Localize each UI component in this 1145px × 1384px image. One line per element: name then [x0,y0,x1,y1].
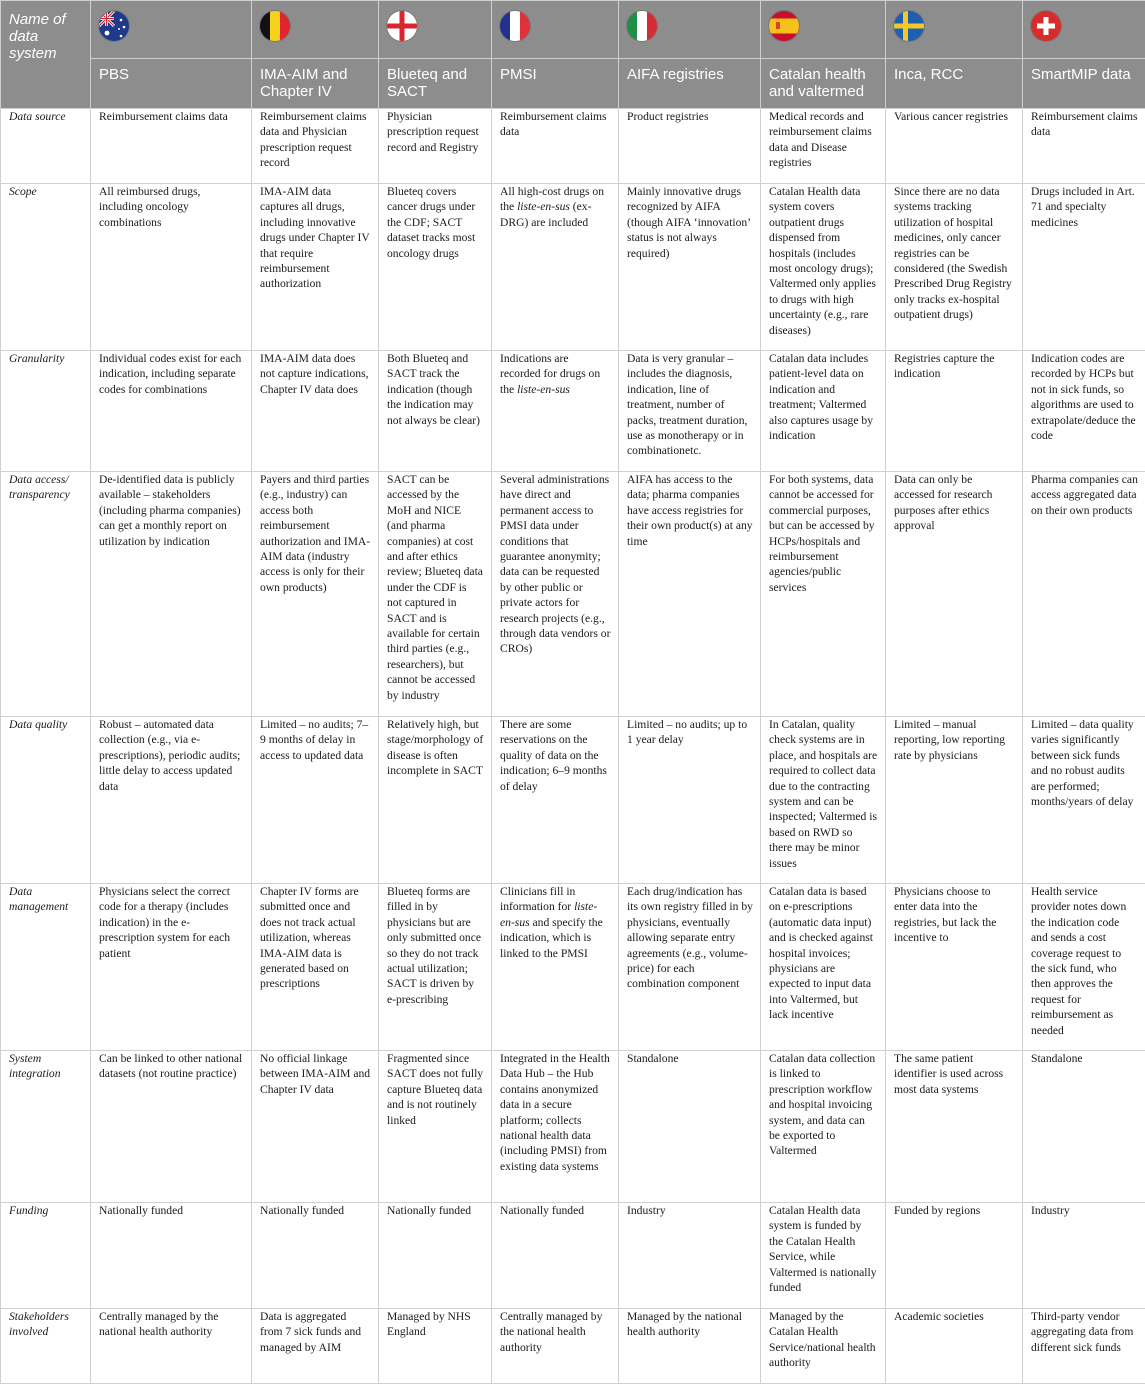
table-cell: Reimbursement claims data and Physician prescription request record [252,109,379,184]
table-cell: Nationally funded [252,1203,379,1309]
table-cell: Managed by the Catalan Health Service/national health authority [761,1309,886,1384]
table-cell: Integrated in the Health Data Hub – the Hub contains anonymized data in a secure platform; collects national health data (including PMSI) from existing data systems [492,1051,619,1203]
row-label: Data source [1,109,91,184]
column-header: PMSI [492,59,619,109]
flag-cell [619,1,761,59]
table-cell: Several administrations have direct and permanent access to PMSI data under conditions that guarantee anonymity; data can be requested by other public or private actors for research projects (e.g., through data vendors or CROs) [492,472,619,717]
column-header: Inca, RCC [886,59,1023,109]
table-cell: Catalan data is based on e-prescriptions (automatic data input) and is checked against hospital invoices; physicians are expected to input data into Valtermed, but lack incentive [761,884,886,1051]
table-row [1,1051,1145,1203]
table-cell: Product registries [619,109,761,184]
liste-en-sus-term: liste-en-sus [517,383,570,396]
cell-text: and specify the indication, which is linked to the PMSI [500,916,603,960]
belgium-flag-icon [260,11,290,41]
table-cell: Funded by regions [886,1203,1023,1309]
switzerland-flag-icon [1031,11,1061,41]
table-cell: Pharma companies can access aggregated data on their own products [1023,472,1145,717]
table-row [1,884,1145,1051]
table-cell: Registries capture the indication [886,351,1023,472]
table-cell: Indication codes are recorded by HCPs but not in sick funds, so algorithms are used to extrapolate/deduce the code [1023,351,1145,472]
table-cell: Industry [619,1203,761,1309]
table-cell: For both systems, data cannot be accessed for commercial purposes, but can be accessed by HCPs/hospitals and reimbursement agencies/public services [761,472,886,717]
table-cell: Drugs included in Art. 71 and specialty medicines [1023,184,1145,351]
table-cell [492,884,619,1051]
table-cell: IMA-AIM data captures all drugs, including innovative drugs under Chapter IV that require reimbursement authorization [252,184,379,351]
flag-cell [252,1,379,59]
row-label: Data quality [1,717,91,884]
cell-text: Clinicians fill in information for [500,885,575,913]
table-cell: Limited – manual reporting, low reporting rate by physicians [886,717,1023,884]
table-cell: Since there are no data systems tracking utilization of hospital medicines, only cancer registries can be considered (the Swedish Prescribed Drug Registry only tracks ex-hospital outpatient drugs) [886,184,1023,351]
table-row [1,184,1145,351]
table-cell: Limited – data quality varies significantly between sick funds and no robust audits are performed; months/years of delay [1023,717,1145,884]
table-cell: Data is aggregated from 7 sick funds and managed by AIM [252,1309,379,1384]
table-cell: Centrally managed by the national health authority [91,1309,252,1384]
table-cell: Blueteq covers cancer drugs under the CDF; SACT dataset tracks most oncology drugs [379,184,492,351]
corner-label: Name of data system [1,1,91,109]
row-label: System integration [1,1051,91,1203]
table-row [1,472,1145,717]
france-flag-icon [500,11,530,41]
table-cell: Various cancer registries [886,109,1023,184]
flag-cell [492,1,619,59]
table-cell: In Catalan, quality check systems are in place, and hospitals are required to collect data due to the contracting system and can be inspected; Valtermed is based on RWD so there may be minor issues [761,717,886,884]
table-cell: No official linkage between IMA-AIM and Chapter IV data [252,1051,379,1203]
table-cell: Standalone [1023,1051,1145,1203]
table-row [1,1309,1145,1384]
england-flag-icon [387,11,417,41]
table-cell: Nationally funded [379,1203,492,1309]
table-cell: Chapter IV forms are submitted once and does not track actual utilization, whereas IMA-AIM data is generated based on prescriptions [252,884,379,1051]
table-cell: Catalan data collection is linked to prescription workflow and hospital invoicing system, and data can be exported to Valtermed [761,1051,886,1203]
row-label: Stakeholders involved [1,1309,91,1384]
table-cell: Industry [1023,1203,1145,1309]
spain-flag-icon [769,11,799,41]
italy-flag-icon [627,11,657,41]
table-cell: Each drug/indication has its own registry filled in by physicians, eventually allowing separate entry agreements (e.g., volume-price) for each combination component [619,884,761,1051]
table-cell: Health service provider notes down the indication code and sends a cost coverage request to the sick fund, who then approves the request for reimbursement as needed [1023,884,1145,1051]
table-cell: Nationally funded [492,1203,619,1309]
table-cell: Physicians select the correct code for a therapy (includes indication) in the e-prescription system for each patient [91,884,252,1051]
table-cell: Both Blueteq and SACT track the indication (though the indication may not always be clear) [379,351,492,472]
header-name-row [1,59,1145,109]
cell-text: All high-cost drugs on the [500,185,604,213]
row-label: Granularity [1,351,91,472]
table-cell: Limited – no audits; up to 1 year delay [619,717,761,884]
table-cell: Reimbursement claims data [492,109,619,184]
table-cell: Reimbursement claims data [1023,109,1145,184]
table-row [1,109,1145,184]
flag-cell [91,1,252,59]
table-cell: SACT can be accessed by the MoH and NICE (and pharma companies) at cost and after ethics review; Blueteq data under the CDF is not captured in SACT and is available for certain third parties (e.g., researchers), but cannot be accessed by industry [379,472,492,717]
column-header: Blueteq and SACT [379,59,492,109]
table-cell: Academic societies [886,1309,1023,1384]
table-cell [492,351,619,472]
table-cell: Third-party vendor aggregating data from different sick funds [1023,1309,1145,1384]
table-cell: Medical records and reimbursement claims data and Disease registries [761,109,886,184]
table-cell: Robust – automated data collection (e.g., via e-prescriptions), periodic audits; little delay to access updated data [91,717,252,884]
table-cell: The same patient identifier is used across most data systems [886,1051,1023,1203]
table-cell: Fragmented since SACT does not fully capture Blueteq data and is not routinely linked [379,1051,492,1203]
table-cell: IMA-AIM data does not capture indications, Chapter IV data does [252,351,379,472]
table-cell: Centrally managed by the national health authority [492,1309,619,1384]
row-label: Funding [1,1203,91,1309]
table-cell [492,184,619,351]
flag-cell [761,1,886,59]
column-header: IMA-AIM and Chapter IV [252,59,379,109]
table-cell: Physicians choose to enter data into the registries, but lack the incentive to [886,884,1023,1051]
table-cell: Individual codes exist for each indication, including separate codes for combinations [91,351,252,472]
flag-cell [1023,1,1145,59]
table-row [1,351,1145,472]
column-header: Catalan health and valtermed [761,59,886,109]
cell-text: (ex-DRG) are included [500,200,591,228]
liste-en-sus-term: liste-en-sus [500,900,597,928]
table-cell: All reimbursed drugs, including oncology combinations [91,184,252,351]
column-header: AIFA registries [619,59,761,109]
table-row [1,1203,1145,1309]
sweden-flag-icon [894,11,924,41]
table-cell: AIFA has access to the data; pharma companies have access registries for their own product(s) at any time [619,472,761,717]
table-row [1,717,1145,884]
table-cell: There are some reservations on the quality of data on the indication; 6–9 months of delay [492,717,619,884]
australia-flag-icon [99,11,129,41]
column-header: SmartMIP data [1023,59,1145,109]
table-cell: Managed by the national health authority [619,1309,761,1384]
table-cell: Data can only be accessed for research purposes after ethics approval [886,472,1023,717]
table-cell: Physician prescription request record and Registry [379,109,492,184]
header-flag-row [1,1,1145,59]
table-cell: Nationally funded [91,1203,252,1309]
table-cell: Blueteq forms are filled in by physicians but are only submitted once so they do not track actual utilization; SACT is driven by e-prescribing [379,884,492,1051]
flag-cell [379,1,492,59]
row-label: Data access/ transparency [1,472,91,717]
cell-text: Indications are recorded for drugs on the [500,352,600,396]
table-cell: Payers and third parties (e.g., industry) can access both reimbursement authorization and IMA-AIM data (industry access is only for their own products) [252,472,379,717]
table-cell: Catalan data includes patient-level data on indication and treatment; Valtermed also captures usage by indication [761,351,886,472]
table-cell: Standalone [619,1051,761,1203]
column-header: PBS [91,59,252,109]
row-label: Scope [1,184,91,351]
row-label: Data management [1,884,91,1051]
table-cell: Reimbursement claims data [91,109,252,184]
table-cell: Mainly innovative drugs recognized by AIFA (though AIFA ‘innovation’ status is not always required) [619,184,761,351]
table-cell: Catalan Health data system covers outpatient drugs dispensed from hospitals (includes most oncology drugs); Valtermed only applies to drugs with high uncertainty (e.g., rare diseases) [761,184,886,351]
table-cell: Relatively high, but stage/morphology of disease is often incomplete in SACT [379,717,492,884]
liste-en-sus-term: liste-en-sus [517,200,570,213]
flag-cell [886,1,1023,59]
table-cell: Limited – no audits; 7–9 months of delay in access to updated data [252,717,379,884]
table-cell: De-identified data is publicly available – stakeholders (including pharma companies) can get a monthly report on utilization by indication [91,472,252,717]
table-cell: Can be linked to other national datasets (not routine practice) [91,1051,252,1203]
table-cell: Data is very granular – includes the diagnosis, indication, line of treatment, number of packs, treatment duration, use as monotherapy or in combinationetc. [619,351,761,472]
table-cell: Catalan Health data system is funded by the Catalan Health Service, while Valtermed is nationally funded [761,1203,886,1309]
table-cell: Managed by NHS England [379,1309,492,1384]
